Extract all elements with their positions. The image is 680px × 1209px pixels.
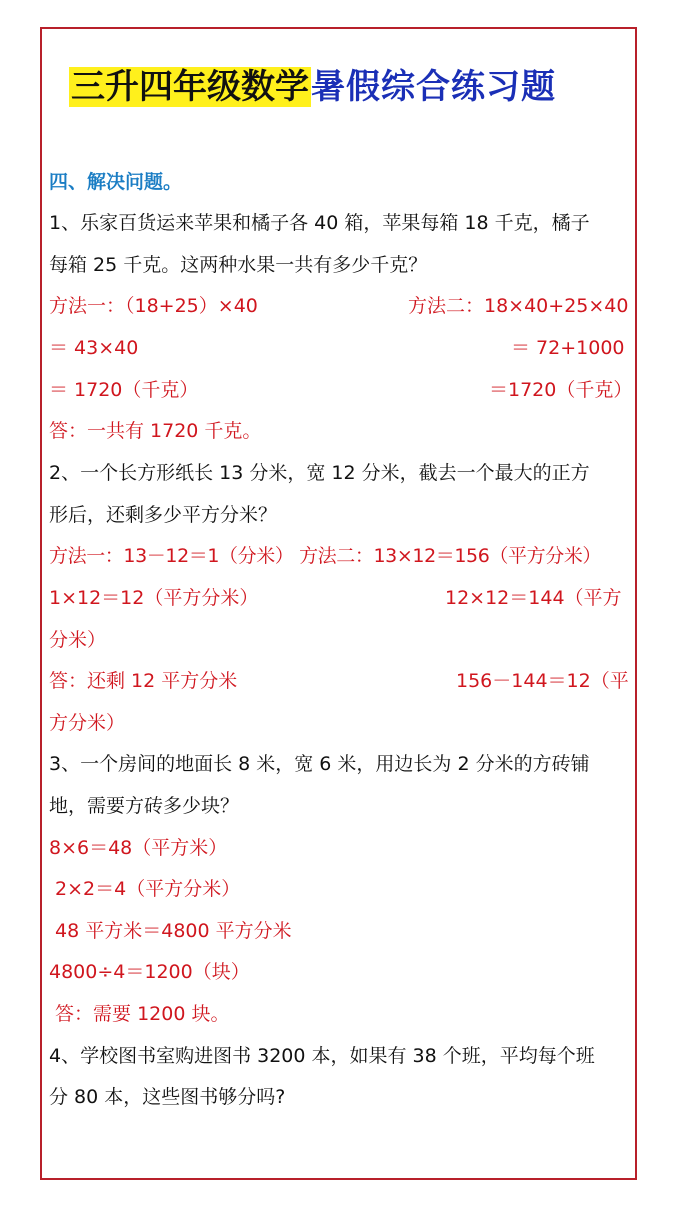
q2-text-line1: 2、一个长方形纸长 13 分米，宽 12 分米，截去一个最大的正方 — [49, 462, 590, 484]
q3-step3: 48 平方米＝4800 平方分米 — [49, 920, 292, 942]
q1-text-line1: 1、乐家百货运来苹果和橘子各 40 箱，苹果每箱 18 千克，橘子 — [49, 212, 590, 234]
q1-method1-line3: ＝ 1720（千克） — [49, 379, 199, 401]
q3-answer: 答：需要 1200 块。 — [49, 1003, 230, 1025]
q1-method2-line2: ＝ 72+1000 — [511, 337, 625, 359]
q2-answer: 答：还剩 12 平方分米 — [49, 670, 238, 692]
q1-answer: 答：一共有 1720 千克。 — [49, 420, 262, 442]
q2-methods-line1: 方法一：13－12＝1（分米） 方法二：13×12＝156（平方分米） — [49, 545, 602, 567]
section-heading: 四、解决问题。 — [49, 171, 183, 193]
q2-method1-line2: 1×12＝12（平方分米） — [49, 587, 259, 609]
title-highlight: 三升四年级数学 — [71, 67, 309, 107]
q2-method2-line2: 12×12＝144（平方 — [445, 587, 622, 609]
q4-text-line2: 分 80 本，这些图书够分吗? — [49, 1086, 286, 1108]
q2-method2-line2-cont: 分米） — [49, 629, 107, 651]
title-rest: 暑假综合练习题 — [311, 67, 556, 107]
q1-text-line2: 每箱 25 千克。这两种水果一共有多少千克？ — [49, 254, 428, 276]
q1-method2-line3: ＝1720（千克） — [489, 379, 633, 401]
q3-text-line2: 地，需要方砖多少块？ — [49, 795, 240, 817]
q1-method1-line2: ＝ 43×40 — [49, 337, 139, 359]
q1-method1-line1: 方法一：（18+25）×40 — [49, 295, 258, 317]
q3-step1: 8×6＝48（平方米） — [49, 837, 228, 859]
q3-step2: 2×2＝4（平方分米） — [49, 878, 241, 900]
q2-text-line2: 形后，还剩多少平方分米？ — [49, 504, 278, 526]
page-title — [69, 63, 556, 111]
q4-text-line1: 4、学校图书室购进图书 3200 本，如果有 38 个班，平均每个班 — [49, 1045, 595, 1067]
q3-text-line1: 3、一个房间的地面长 8 米，宽 6 米，用边长为 2 分米的方砖铺 — [49, 753, 590, 775]
q2-method2-line3: 156－144＝12（平 — [456, 670, 629, 692]
q3-step4: 4800÷4＝1200（块） — [49, 961, 250, 983]
q2-method2-line3-cont: 方分米） — [49, 712, 126, 734]
q1-method2-line1: 方法二：18×40+25×40 — [408, 295, 629, 317]
